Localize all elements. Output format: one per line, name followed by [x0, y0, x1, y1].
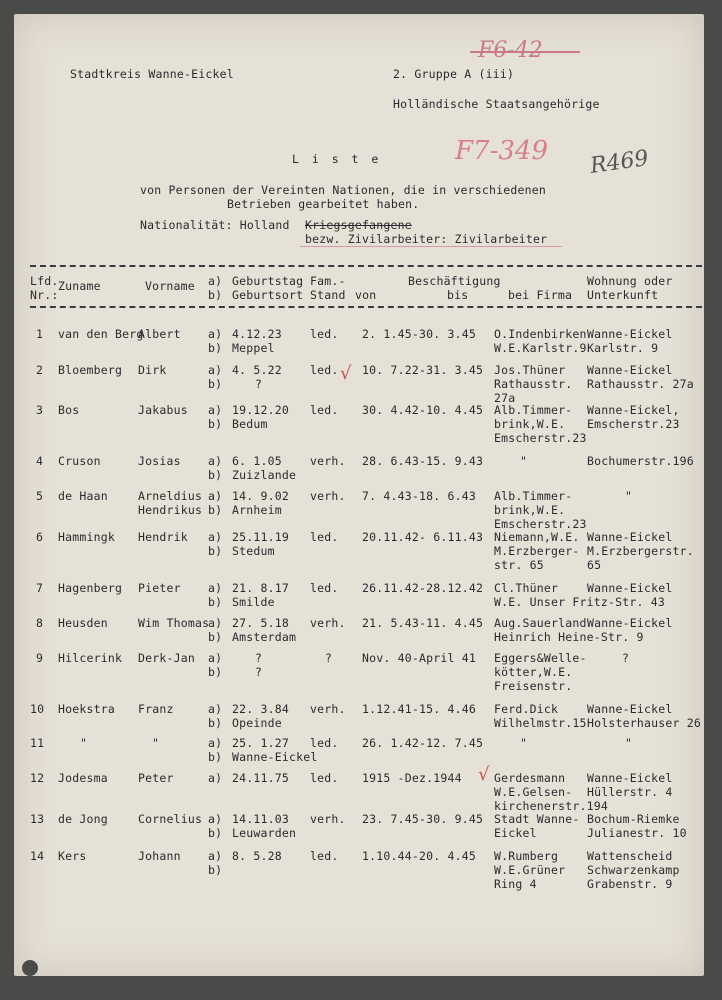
cell-firma2: W.E. Unser Fritz-Str. 43 — [494, 595, 665, 609]
cell-firma1: Aug.Sauerland — [494, 616, 587, 630]
pow-label: Kriegsgefangene — [305, 218, 412, 232]
cell-b: b) — [208, 630, 223, 644]
cell-b: b) — [208, 665, 223, 679]
cell-firma3: Ring 4 — [494, 877, 537, 891]
cell-geb2: ? — [255, 377, 263, 391]
cell-geb1: 14. 9.02 — [232, 489, 289, 503]
cell-besch: 7. 4.43-18. 6.43 — [362, 489, 476, 503]
cell-nr: 11 — [30, 736, 45, 750]
cell-geb2: Amsterdam — [232, 630, 297, 644]
cell-besch: 26.11.42-28.12.42 — [362, 581, 484, 595]
cell-firma2: Heinrich Heine-Str. 9 — [494, 630, 644, 644]
cell-firma1: Alb.Timmer- — [494, 489, 573, 503]
cell-besch: 28. 6.43-15. 9.43 — [362, 454, 484, 468]
cell-wohn1: Wanne-Eickel — [587, 363, 673, 377]
cell-vorname: Albert — [138, 327, 181, 341]
cell-geb1: 4.12.23 — [232, 327, 282, 341]
cell-zuname: Cruson — [58, 454, 101, 468]
cell-a: a) — [208, 771, 223, 785]
cell-firma2: brink,W.E. — [494, 417, 566, 431]
cell-geb1: 8. 5.28 — [232, 849, 282, 863]
table-header-rule — [30, 306, 702, 308]
cell-zuname: Hagenberg — [58, 581, 123, 595]
cell-nr: 3 — [36, 403, 44, 417]
cell-zuname: Hoekstra — [58, 702, 115, 716]
cell-vorname: " — [152, 736, 160, 750]
red-tick-mark: √ — [340, 363, 352, 384]
cell-b: b) — [208, 863, 223, 877]
cell-b: b) — [208, 826, 223, 840]
cell-firma1: " — [520, 736, 528, 750]
cell-geb1: 4. 5.22 — [232, 363, 282, 377]
cell-fam: led. — [310, 530, 339, 544]
cell-fam: led. — [310, 403, 339, 417]
cell-besch: 1.12.41-15. 4.46 — [362, 702, 476, 716]
cell-vorname: Cornelius — [138, 812, 203, 826]
cell-wohn2: Emscherstr.23 — [587, 417, 680, 431]
cell-wohn2: Holsterhauser 26 — [587, 716, 701, 730]
red-underline — [300, 246, 562, 247]
cell-zuname: Heusden — [58, 616, 108, 630]
cell-firma2: W.E.Karlstr.9 — [494, 341, 587, 355]
cell-a: a) — [208, 454, 223, 468]
cell-fam: verh. — [310, 616, 346, 630]
cell-b: b) — [208, 503, 223, 517]
cell-besch: 30. 4.42-10. 4.45 — [362, 403, 484, 417]
cell-vorname: Hendrik — [138, 530, 188, 544]
col-von: von — [355, 288, 377, 302]
cell-geb2: Smilde — [232, 595, 275, 609]
cell-fam: ? — [325, 651, 333, 665]
cell-fam: led. — [310, 327, 339, 341]
cell-geb1: 19.12.20 — [232, 403, 289, 417]
cell-b: b) — [208, 468, 223, 482]
cell-nr: 13 — [30, 812, 45, 826]
cell-besch: 1.10.44-20. 4.45 — [362, 849, 476, 863]
col-geburtsort: Geburtsort — [232, 288, 304, 302]
cell-firma3: kirchenerstr.194 — [494, 799, 608, 813]
cell-wohn1: Bochum-Riemke — [587, 812, 680, 826]
col-zuname: Zuname — [58, 279, 101, 293]
col-stand: Stand — [310, 288, 346, 302]
cell-geb1: 27. 5.18 — [232, 616, 289, 630]
col-geburtstag: Geburtstag — [232, 274, 304, 288]
cell-geb2: Bedum — [232, 417, 268, 431]
cell-nr: 2 — [36, 363, 44, 377]
cell-wohn1: ? — [622, 651, 630, 665]
cell-zuname: de Jong — [58, 812, 108, 826]
cell-b: b) — [208, 544, 223, 558]
cell-zuname: de Haan — [58, 489, 108, 503]
cell-vorname: Arneldius — [138, 489, 203, 503]
cell-firma1: Cl.Thüner — [494, 581, 559, 595]
cell-besch: 10. 7.22-31. 3.45 — [362, 363, 484, 377]
cell-zuname: Bos — [58, 403, 80, 417]
cell-a: a) — [208, 812, 223, 826]
cell-geb1: 14.11.03 — [232, 812, 289, 826]
red-tick-mark: √ — [478, 764, 490, 785]
cell-fam: verh. — [310, 489, 346, 503]
cell-wohn1: Wanne-Eickel — [587, 581, 673, 595]
cell-nr: 7 — [36, 581, 44, 595]
cell-firma3: str. 65 — [494, 558, 544, 572]
cell-firma2: W.E.Gelsen- — [494, 785, 573, 799]
cell-vorname: Josias — [138, 454, 181, 468]
cell-vorname: Franz — [138, 702, 174, 716]
cell-firma2: W.E.Grüner — [494, 863, 566, 877]
cell-firma1: Eggers&Welle- — [494, 651, 587, 665]
cell-a: a) — [208, 736, 223, 750]
col-wohnung: Wohnung oder — [587, 274, 673, 288]
cell-besch: 26. 1.42-12. 7.45 — [362, 736, 484, 750]
cell-firma2: Eickel — [494, 826, 537, 840]
col-beschaeftigung: Beschäftigung — [408, 274, 501, 288]
cell-wohn1: Wanne-Eickel — [587, 771, 673, 785]
cell-firma1: Alb.Timmer- — [494, 403, 573, 417]
col-b: b) — [208, 288, 223, 302]
cell-besch: 2. 1.45-30. 3.45 — [362, 327, 476, 341]
cell-firma1: Stadt Wanne- — [494, 812, 580, 826]
cell-b: b) — [208, 750, 223, 764]
col-bis: bis — [447, 288, 469, 302]
cell-wohn2: Schwarzenkamp — [587, 863, 680, 877]
cell-zuname: Hammingk — [58, 530, 115, 544]
cell-wohn1: Wanne-Eickel — [587, 530, 673, 544]
cell-firma1: " — [520, 454, 528, 468]
cell-vorname: Dirk — [138, 363, 167, 377]
cell-wohn3: Grabenstr. 9 — [587, 877, 673, 891]
cell-firma3: Freisenstr. — [494, 679, 573, 693]
cell-wohn2: Julianestr. 10 — [587, 826, 687, 840]
cell-firma3: Emscherstr.23 — [494, 431, 587, 445]
cell-geb2: Zuizlande — [232, 468, 297, 482]
cell-firma1: Ferd.Dick — [494, 702, 559, 716]
cell-b: b) — [208, 377, 223, 391]
cell-fam: led. — [310, 363, 339, 377]
cell-wohn2: Hüllerstr. 4 — [587, 785, 673, 799]
cell-fam: verh. — [310, 702, 346, 716]
pencil-red-code: F7-349 — [455, 136, 548, 166]
cell-a: a) — [208, 616, 223, 630]
cell-nr: 8 — [36, 616, 44, 630]
table-top-rule — [30, 265, 702, 267]
cell-fam: led. — [310, 771, 339, 785]
cell-besch: Nov. 40-April 41 — [362, 651, 476, 665]
cell-wohn1: " — [625, 736, 633, 750]
cell-a: a) — [208, 489, 223, 503]
cell-b: b) — [208, 595, 223, 609]
strike-line — [470, 51, 580, 53]
col-nr: Nr.: — [30, 288, 59, 302]
title-line-2: Betrieben gearbeitet haben. — [227, 197, 420, 211]
cell-wohn1: Wanne-Eickel — [587, 702, 673, 716]
cell-b: b) — [208, 716, 223, 730]
cell-nr: 14 — [30, 849, 45, 863]
cell-wohn3: 65 — [587, 558, 602, 572]
cell-b: b) — [208, 417, 223, 431]
cell-nr: 6 — [36, 530, 44, 544]
cell-a: a) — [208, 651, 223, 665]
cell-geb1: 25. 1.27 — [232, 736, 289, 750]
cell-geb2: Meppel — [232, 341, 275, 355]
cell-a: a) — [208, 530, 223, 544]
cell-firma1: W.Rumberg — [494, 849, 559, 863]
cell-firma1: Niemann,W.E. — [494, 530, 580, 544]
district-label: Stadtkreis Wanne-Eickel — [70, 67, 234, 81]
cell-zuname: " — [80, 736, 88, 750]
cell-geb2: Stedum — [232, 544, 275, 558]
cell-wohn1: Wanne-Eickel, — [587, 403, 680, 417]
cell-wohn1: Bochumerstr.196 — [587, 454, 694, 468]
col-fam: Fam.- — [310, 274, 346, 288]
cell-fam: led. — [310, 736, 339, 750]
cell-zuname: Hilcerink — [58, 651, 123, 665]
cell-firma2: brink,W.E. — [494, 503, 566, 517]
civilian-label: bezw. Zivilarbeiter: Zivilarbeiter — [305, 232, 548, 246]
cell-firma1: Jos.Thüner — [494, 363, 566, 377]
cell-a: a) — [208, 702, 223, 716]
cell-vorname: Pieter — [138, 581, 181, 595]
punch-hole — [22, 960, 38, 976]
nationality-label: Nationalität: Holland — [140, 218, 290, 232]
cell-geb1: 6. 1.05 — [232, 454, 282, 468]
cell-zuname: Jodesma — [58, 771, 108, 785]
cell-fam: verh. — [310, 812, 346, 826]
cell-a: a) — [208, 581, 223, 595]
cell-zuname: Bloemberg — [58, 363, 123, 377]
col-lfd: Lfd. — [30, 274, 59, 288]
cell-geb2: ? — [255, 665, 263, 679]
cell-geb1: 24.11.75 — [232, 771, 289, 785]
col-firma: bei Firma — [508, 288, 573, 302]
title-line-1: von Personen der Vereinten Nationen, die in verschiedenen — [140, 183, 547, 197]
col-vorname: Vorname — [145, 279, 195, 293]
cell-besch: 1915 -Dez.1944 — [362, 771, 462, 785]
cell-wohn1: " — [625, 489, 633, 503]
cell-geb1: 22. 3.84 — [232, 702, 289, 716]
cell-wohn2: Rathausstr. 27a — [587, 377, 694, 391]
cell-fam: led. — [310, 849, 339, 863]
cell-geb1: 25.11.19 — [232, 530, 289, 544]
cell-nr: 10 — [30, 702, 45, 716]
cell-firma2: M.Erzberger- — [494, 544, 580, 558]
cell-firma2: Wilhelmstr.15 — [494, 716, 587, 730]
cell-vorname: Peter — [138, 771, 174, 785]
cell-vorname: Derk-Jan — [138, 651, 195, 665]
cell-geb2: Wanne-Eickel — [232, 750, 318, 764]
cell-nr: 9 — [36, 651, 44, 665]
pencil-right-mark: R469 — [588, 146, 651, 179]
cell-fam: verh. — [310, 454, 346, 468]
page-title: L i s t e — [292, 152, 382, 166]
cell-firma1: O.Indenbirken — [494, 327, 587, 341]
cell-wohn1: Wanne-Eickel — [587, 327, 673, 341]
cell-wohn1: Wattenscheid — [587, 849, 673, 863]
cell-a: a) — [208, 403, 223, 417]
cell-a: a) — [208, 363, 223, 377]
group-label: 2. Gruppe A (iii) — [393, 67, 515, 81]
nationality-heading: Holländische Staatsangehörige — [393, 97, 600, 111]
cell-wohn1: Wanne-Eickel — [587, 616, 673, 630]
cell-firma3: Emscherstr.23 — [494, 517, 587, 531]
cell-b: b) — [208, 341, 223, 355]
cell-geb2: Leuwarden — [232, 826, 297, 840]
cell-firma3: 27a — [494, 391, 516, 405]
cell-vorname2: Hendrikus — [138, 503, 203, 517]
cell-geb1: ? — [255, 651, 263, 665]
cell-firma2: Rathausstr. — [494, 377, 573, 391]
cell-zuname: van den Berg — [58, 327, 144, 341]
cell-geb2: Opeinde — [232, 716, 282, 730]
cell-nr: 12 — [30, 771, 45, 785]
cell-vorname: Johann — [138, 849, 181, 863]
cell-firma2: kötter,W.E. — [494, 665, 573, 679]
cell-nr: 5 — [36, 489, 44, 503]
cell-vorname: Jakabus — [138, 403, 188, 417]
cell-zuname: Kers — [58, 849, 87, 863]
cell-firma1: Gerdesmann — [494, 771, 566, 785]
cell-wohn2: Karlstr. 9 — [587, 341, 659, 355]
cell-besch: 20.11.42- 6.11.43 — [362, 530, 484, 544]
cell-vorname: Wim Thomas — [138, 616, 210, 630]
cell-besch: 21. 5.43-11. 4.45 — [362, 616, 484, 630]
pencil-archive-code: F6-42 — [478, 38, 543, 63]
cell-geb1: 21. 8.17 — [232, 581, 289, 595]
col-unterkunft: Unterkunft — [587, 288, 659, 302]
cell-a: a) — [208, 327, 223, 341]
cell-besch: 23. 7.45-30. 9.45 — [362, 812, 484, 826]
cell-nr: 1 — [36, 327, 44, 341]
col-a: a) — [208, 274, 223, 288]
cell-nr: 4 — [36, 454, 44, 468]
cell-fam: led. — [310, 581, 339, 595]
cell-a: a) — [208, 849, 223, 863]
cell-geb2: Arnheim — [232, 503, 282, 517]
cell-wohn2: M.Erzbergerstr. — [587, 544, 694, 558]
